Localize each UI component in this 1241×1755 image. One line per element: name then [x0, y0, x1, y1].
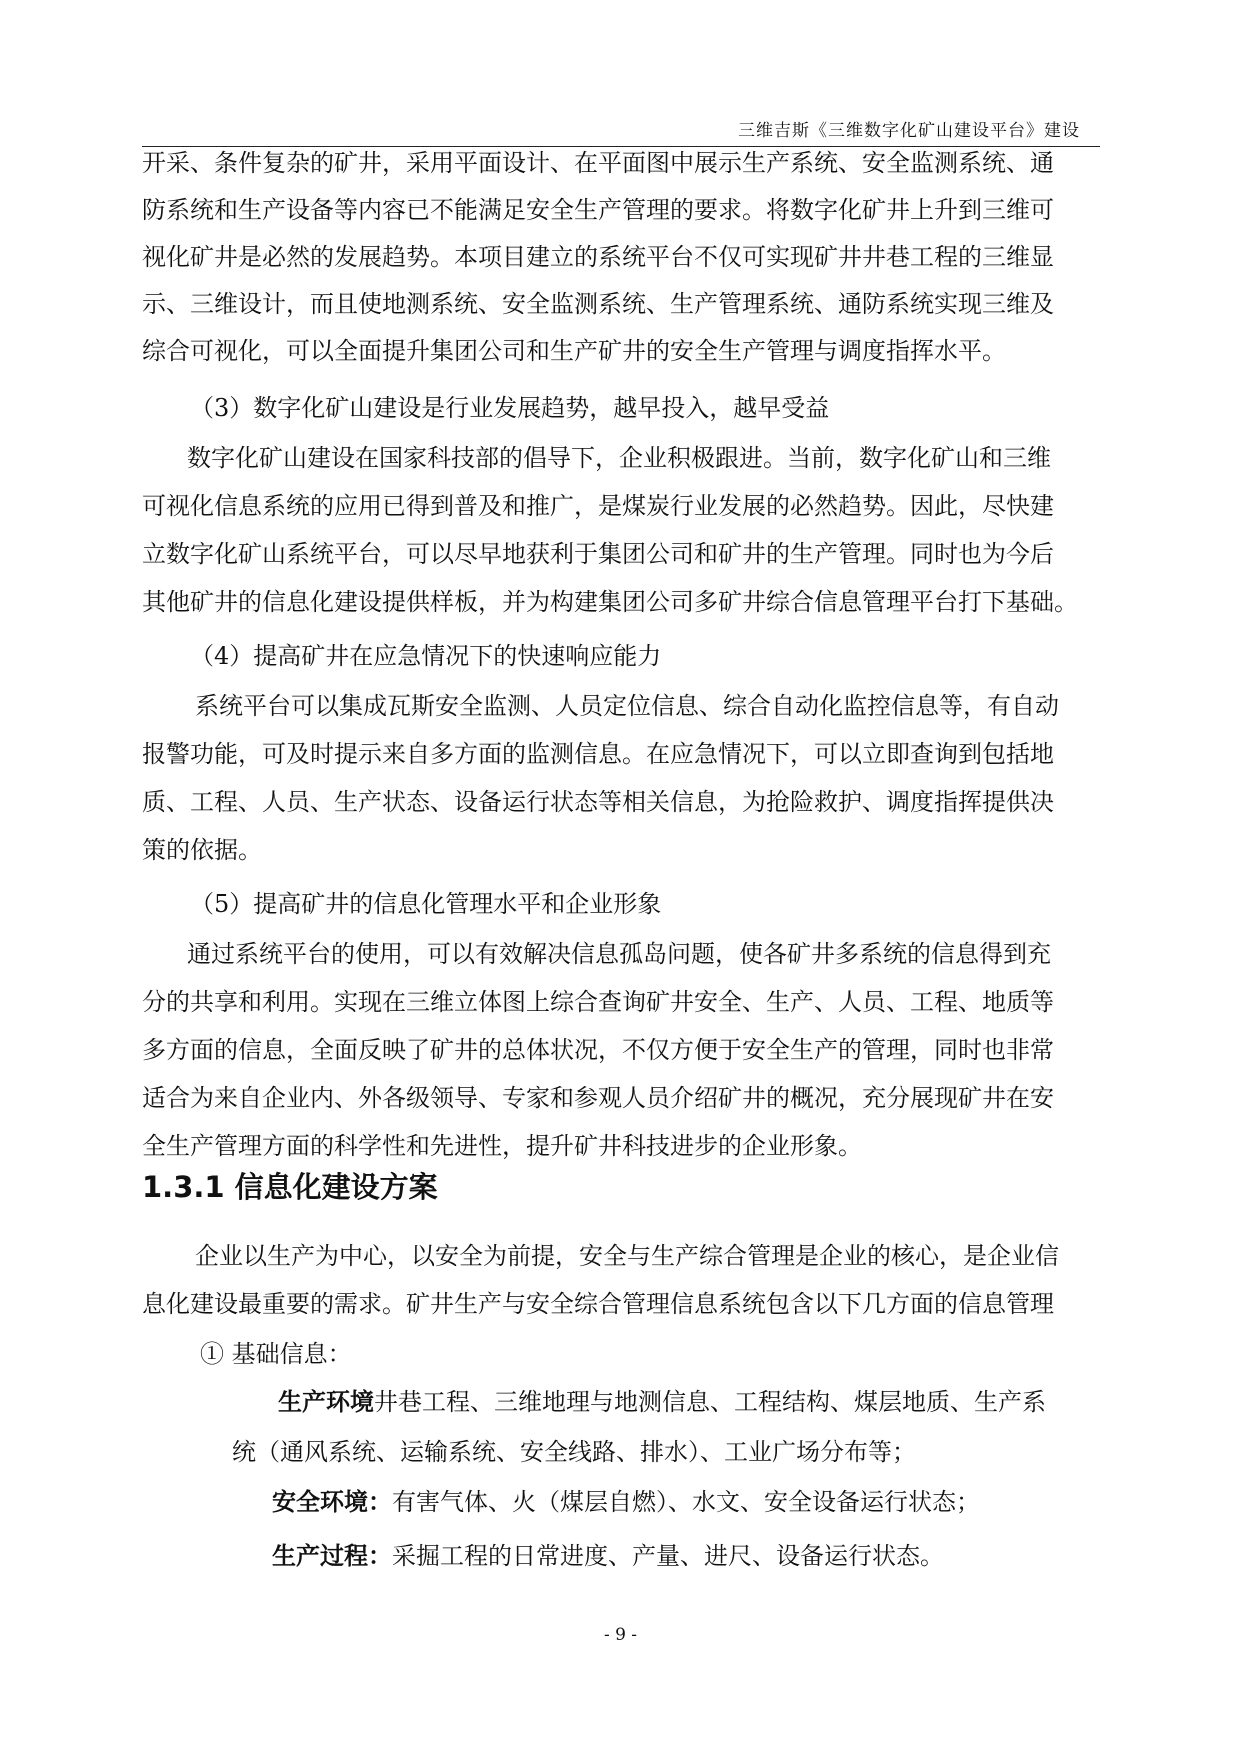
text-line: 示、三维设计，而且使地测系统、安全监测系统、生产管理系统、通防系统实现三维及 [142, 290, 1054, 318]
production-environment-label: 生产环境 [278, 1387, 374, 1416]
production-environment-text: 井巷工程、三维地理与地测信息、工程结构、煤层地质、生产系 [374, 1388, 1046, 1416]
text-line: 视化矿井是必然的发展趋势。本项目建立的系统平台不仅可实现矿井井巷工程的三维显 [142, 243, 1054, 271]
text-line: 企业以生产为中心，以安全为前提，安全与生产综合管理是企业的核心，是企业信 [195, 1242, 1059, 1270]
text-line: 全生产管理方面的科学性和先进性，提升矿井科技进步的企业形象。 [142, 1132, 862, 1160]
text-line: 系统平台可以集成瓦斯安全监测、人员定位信息、综合自动化监控信息等，有自动 [195, 692, 1059, 720]
text-line: 息化建设最重要的需求。矿井生产与安全综合管理信息系统包含以下几方面的信息管理 [142, 1290, 1054, 1318]
text-line: 可视化信息系统的应用已得到普及和推广，是煤炭行业发展的必然趋势。因此，尽快建 [142, 492, 1054, 520]
text-line: 其他矿井的信息化建设提供样板，并为构建集团公司多矿井综合信息管理平台打下基础。 [142, 588, 1078, 616]
item-5-title: （5）提高矿井的信息化管理水平和企业形象 [190, 890, 662, 918]
text-line: 质、工程、人员、生产状态、设备运行状态等相关信息，为抢险救护、调度指挥提供决 [142, 788, 1054, 816]
safety-environment-text: 有害气体、火（煤层自燃）、水文、安全设备运行状态； [392, 1488, 980, 1516]
text-line: 策的依据。 [142, 836, 262, 864]
text-line: 多方面的信息，全面反映了矿井的总体状况，不仅方便于安全生产的管理，同时也非常 [142, 1036, 1054, 1064]
text-line: 防系统和生产设备等内容已不能满足安全生产管理的要求。将数字化矿井上升到三维可 [142, 196, 1054, 224]
text-line: 数字化矿山建设在国家科技部的倡导下，企业积极跟进。当前，数字化矿山和三维 [187, 444, 1051, 472]
production-environment-continuation: 统（通风系统、运输系统、安全线路、排水）、工业广场分布等； [232, 1438, 916, 1466]
text-line: 开采、条件复杂的矿井，采用平面设计、在平面图中展示生产系统、安全监测系统、通 [142, 149, 1054, 177]
running-header: 三维吉斯《三维数字化矿山建设平台》建设 [738, 121, 1080, 141]
safety-environment-line [272, 1486, 980, 1518]
text-line: 综合可视化，可以全面提升集团公司和生产矿井的安全生产管理与调度指挥水平。 [142, 337, 1006, 365]
safety-environment-label: 安全环境： [272, 1487, 392, 1516]
text-line: 适合为来自企业内、外各级领导、专家和参观人员介绍矿井的概况，充分展现矿井在安 [142, 1084, 1054, 1112]
section-heading: 1.3.1 信息化建设方案 [142, 1170, 438, 1204]
text-line: 分的共享和利用。实现在三维立体图上综合查询矿井安全、生产、人员、工程、地质等 [142, 988, 1054, 1016]
list-item-basic-info: ① 基础信息： [200, 1340, 352, 1368]
page-number: - 9 - [603, 1625, 638, 1645]
production-process-text: 采掘工程的日常进度、产量、进尺、设备运行状态。 [392, 1542, 944, 1570]
production-process-label: 生产过程： [272, 1541, 392, 1570]
production-process-line [272, 1540, 944, 1572]
text-line: 立数字化矿山系统平台，可以尽早地获利于集团公司和矿井的生产管理。同时也为今后 [142, 540, 1054, 568]
item-3-title: （3）数字化矿山建设是行业发展趋势，越早投入，越早受益 [190, 394, 830, 422]
text-line: 通过系统平台的使用，可以有效解决信息孤岛问题，使各矿井多系统的信息得到充 [187, 940, 1051, 968]
production-environment-line [278, 1386, 1046, 1418]
item-4-title: （4）提高矿井在应急情况下的快速响应能力 [190, 642, 662, 670]
text-line: 报警功能，可及时提示来自多方面的监测信息。在应急情况下，可以立即查询到包括地 [142, 740, 1054, 768]
